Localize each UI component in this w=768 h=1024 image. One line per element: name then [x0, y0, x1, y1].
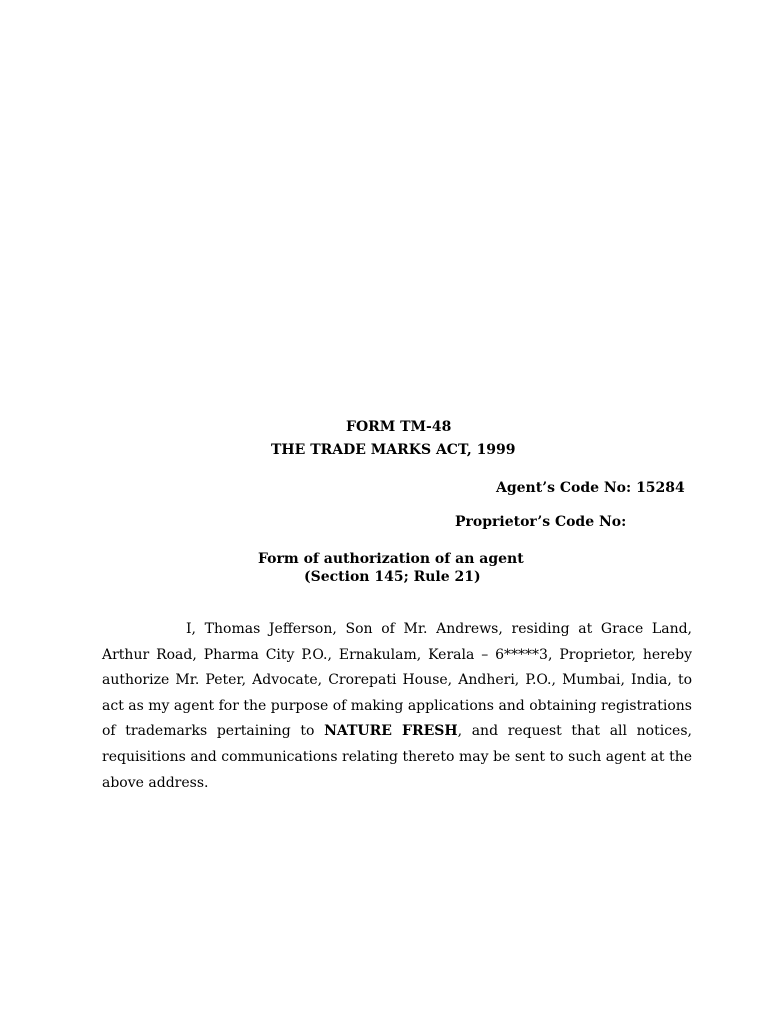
trademark-name: NATURE FRESH — [324, 723, 458, 740]
section-reference: (Section 145; Rule 21) — [304, 569, 481, 585]
agent-code — [496, 479, 685, 497]
paragraph-text-after: , and request that all notices, requisitions and communications relating thereto may be sent to such agent at the above address. — [102, 723, 692, 791]
act-title: THE TRADE MARKS ACT, 1999 — [271, 442, 516, 458]
form-title: FORM TM-48 — [346, 419, 452, 435]
agent-code-label: Agent’s Code No: — [496, 480, 632, 496]
paragraph-text-before: I, Thomas Jefferson, Son of Mr. Andrews, residing at Grace Land, Arthur Road, Pharma City P.O., Ernakulam, Kerala – 6*****3, Proprietor, hereby authorize Mr. Peter, Advocate, Crorepati House, Andheri, P.O., Mumbai, India, to act as my agent for the purpose of making applications and obtaining registrations of trademarks pertaining to — [102, 621, 692, 740]
form-authorization-title: Form of authorization of an agent — [258, 551, 524, 567]
agent-code-value: 15284 — [636, 480, 685, 496]
proprietor-code-label: Proprietor’s Code No: — [455, 514, 627, 530]
authorization-paragraph — [102, 617, 692, 796]
